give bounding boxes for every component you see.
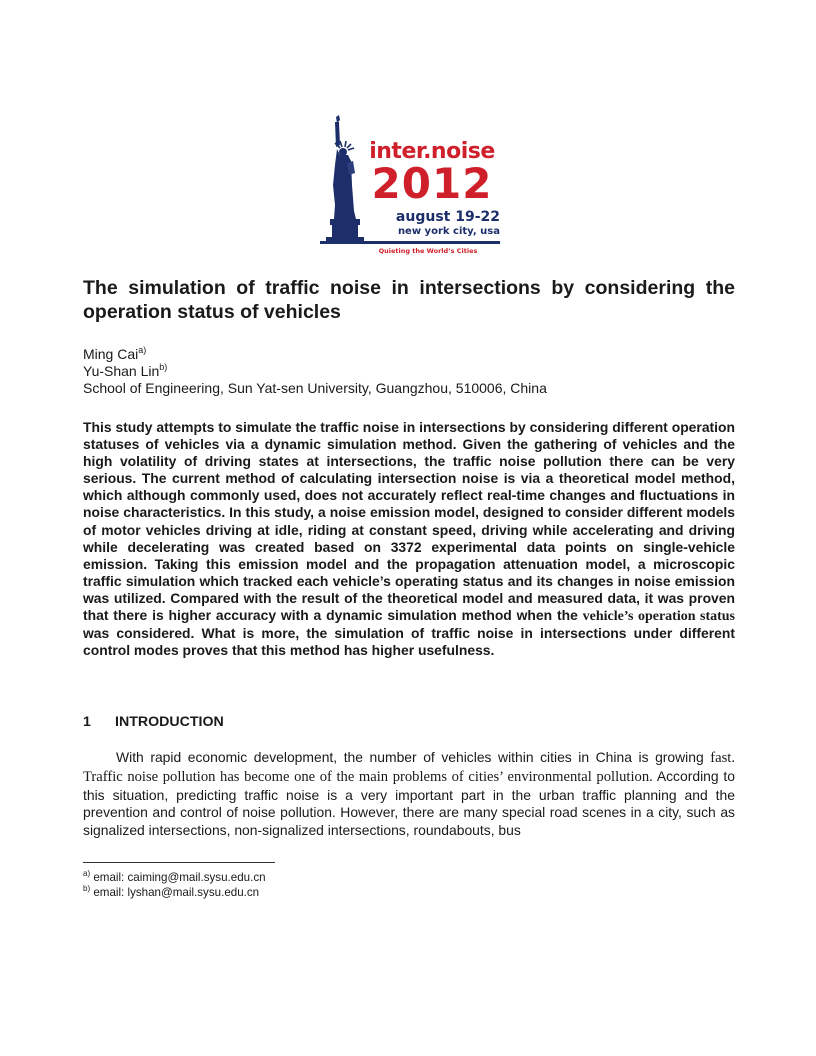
- abstract: [83, 419, 735, 659]
- logo-dates-text: august 19-22: [395, 209, 500, 225]
- author-name: Ming Cai: [83, 346, 139, 362]
- conference-logo: [318, 115, 500, 263]
- logo-year-text: 2012: [371, 159, 493, 208]
- affiliation: School of Engineering, Sun Yat-sen University, Guangzhou, 510006, China: [83, 380, 547, 396]
- footnote-divider: [83, 862, 275, 863]
- author-mark: b): [159, 362, 168, 372]
- abstract-text-serif: vehicle’s operation status: [582, 609, 736, 625]
- footnote-email[interactable]: email: lyshan@mail.sysu.edu.cn: [90, 886, 260, 899]
- logo-city-text: new york city, usa: [397, 226, 500, 237]
- footnote: [83, 870, 266, 885]
- intro-paragraph: [83, 749, 735, 840]
- body-text-serif: fast. Traffic noise pollution has become one of the main problems of cities’ environmental pollution.: [83, 750, 735, 785]
- section-heading: [83, 713, 224, 731]
- author-mark: a): [138, 345, 147, 355]
- footnote: [83, 885, 266, 900]
- author-name: Yu-Shan Lin: [83, 363, 160, 379]
- footnote-email[interactable]: email: caiming@mail.sysu.edu.cn: [90, 871, 266, 884]
- section-number: 1: [83, 714, 91, 730]
- author-block: [83, 346, 735, 397]
- section-title: INTRODUCTION: [115, 714, 224, 730]
- body-text: With rapid economic development, the number of vehicles within cities in China is growing: [116, 749, 711, 765]
- footnote-mark: b): [83, 884, 91, 893]
- body-text: According to this situation, predicting traffic noise is a very important part in the urban traffic planning and the prevention and control of noise pollution. However, there are many special road scenes in a city, such as signalized intersections, non-signalized intersections, roundabouts, bus: [83, 767, 736, 839]
- abstract-text: was considered. What is more, the simulation of traffic noise in intersections under different control modes proves that this method has higher usefulness.: [83, 625, 735, 659]
- paper-title: The simulation of traffic noise in intersections by considering the operation status of vehicles: [83, 277, 735, 323]
- logo-brand-text: inter.noise: [369, 139, 495, 164]
- author-line: [83, 363, 735, 380]
- author-line: [83, 346, 735, 363]
- abstract-text: This study attempts to simulate the traffic noise in intersections by considering different operation statuses of vehicles via a dynamic simulation method. Given the gathering of vehicles and the high volatility of driving states at intersections, the traffic noise pollution there can be very serious. The current method of calculating intersection noise is via a theoretical model method, which although commonly used, does not accurately reflect real-time changes and fluctuations in noise characteristics. In this study, a noise emission model, designed to consider different models of motor vehicles driving at idle, riding at constant speed, driving while accelerating and driving while decelerating was created based on 3372 experimental data points on single-vehicle emission. Taking this emission model and the propagation attenuation model, a microscopic traffic simulation which tracked each vehicle’s operating status and its changes in noise emission was utilized. Compared with the result of the theoretical model and measured data, it was proven that there is higher accuracy with a dynamic simulation method when the: [83, 419, 735, 624]
- footnote-mark: a): [83, 869, 91, 878]
- footnotes: [83, 870, 266, 900]
- logo-tagline-text: Quieting the World’s Cities: [378, 247, 478, 255]
